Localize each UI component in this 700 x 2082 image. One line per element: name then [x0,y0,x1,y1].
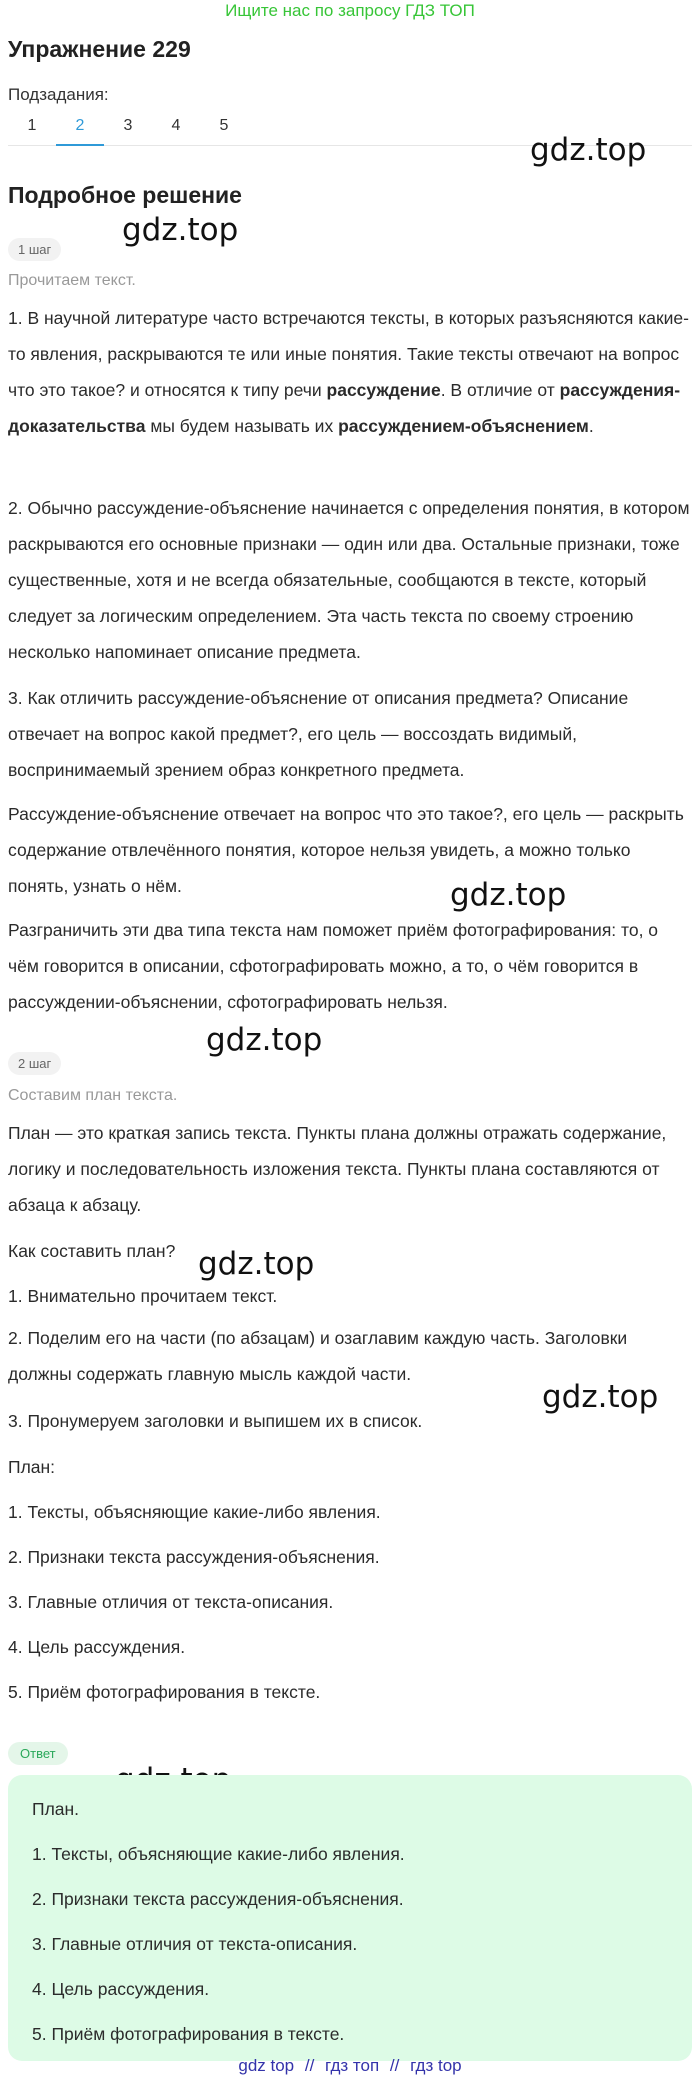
paragraph: Разграничить эти два типа текста нам поможет приём фотографирования: то, о чём говорится в описании, сфотографировать можно, а то, о чём говорится в рассуждении-объяснении, сфотографировать нельзя. [8,920,659,1012]
step-caption: Прочитаем текст. [8,272,136,289]
step-badge: 1 шаг [8,238,61,261]
answer-label: План. [32,1799,80,1819]
answer-badge: Ответ [8,1742,68,1765]
plan-item: 3. Главные отличия от текста-описания. [8,1592,334,1612]
step-item: 2. Поделим его на части (по абзацам) и озаглавим каждую часть. Заголовки должны содержать главную мысль каждой части. [8,1328,628,1384]
plan-item: 4. Цель рассуждения. [8,1637,186,1657]
answer-item: 3. Главные отличия от текста-описания. [32,1934,358,1954]
footer-separator: // [304,2056,315,2075]
subtask-tab-2[interactable]: 2 [56,116,104,146]
plan-label: План: [8,1457,56,1477]
search-banner[interactable]: Ищите нас по запросу ГДЗ ТОП [225,1,475,20]
plan-item: 2. Признаки текста рассуждения-объяснения. [8,1547,380,1567]
step-badge: 2 шаг [8,1052,61,1075]
subtask-tab-4[interactable]: 4 [171,117,181,134]
solution-title: Подробное решение [8,182,242,208]
footer-link[interactable]: гдз топ [325,2056,380,2075]
paragraph: 1. В научной литературе часто встречаются тексты, в которых разъясняются какие-то явления, раскрываются те или иные понятия. Такие тексты отвечают на вопрос что это такое? и относятся к типу речи рассуждение. В отличие от рассуждения-доказательства мы будем называть их рассуждением-объяснением. [8,308,689,436]
answer-item: 1. Тексты, объясняющие какие-либо явления. [32,1844,405,1864]
footer-separator: // [389,2056,400,2075]
watermark: gdz.top [206,1022,323,1058]
watermark: gdz.top [530,132,647,168]
watermark: gdz.top [198,1246,315,1282]
plan-item: 5. Приём фотографирования в тексте. [8,1682,321,1702]
subtask-tab-1[interactable]: 1 [27,117,37,134]
paragraph: Рассуждение-объяснение отвечает на вопрос что это такое?, его цель — раскрыть содержание отвлечённого понятия, которое нельзя увидеть, а можно только понять, узнать о нём. [8,804,684,896]
paragraph: План — это краткая запись текста. Пункты плана должны отражать содержание, логику и последовательность изложения текста. Пункты плана составляются от абзаца к абзацу. [8,1123,667,1215]
answer-item: 4. Цель рассуждения. [32,1979,210,1999]
watermark: gdz.top [450,877,567,913]
answer-item: 2. Признаки текста рассуждения-объяснения. [32,1889,404,1909]
footer-links [0,2056,700,2076]
watermark: gdz.top [542,1379,659,1415]
step-caption: Составим план текста. [8,1087,178,1104]
paragraph: 2. Обычно рассуждение-объяснение начинается с определения понятия, в котором раскрываются его основные признаки — один или два. Остальные признаки, тоже существенные, хотя и не всегда обязательные, сообщаются в тексте, который следует за логическим определением. Эта часть текста по своему строению несколько напоминает описание предмета. [8,498,690,662]
step-item: 1. Внимательно прочитаем текст. [8,1286,278,1306]
footer-link[interactable]: гдз top [410,2056,462,2075]
subtask-tab-3[interactable]: 3 [123,117,133,134]
paragraph: 3. Как отличить рассуждение-объяснение от описания предмета? Описание отвечает на вопрос какой предмет?, его цель — воссоздать видимый, воспринимаемый зрением образ конкретного предмета. [8,688,629,780]
step-item: 3. Пронумеруем заголовки и выпишем их в список. [8,1411,423,1431]
subtasks-label: Подзадания: [8,85,109,104]
subtask-tab-5[interactable]: 5 [219,117,229,134]
watermark: gdz.top [122,212,239,248]
answer-item: 5. Приём фотографирования в тексте. [32,2024,345,2044]
answer-box [8,1775,692,2061]
footer-link[interactable]: gdz top [238,2056,295,2075]
question-text: Как составить план? [8,1241,176,1261]
plan-item: 1. Тексты, объясняющие какие-либо явления. [8,1502,381,1522]
page-title: Упражнение 229 [8,36,191,62]
